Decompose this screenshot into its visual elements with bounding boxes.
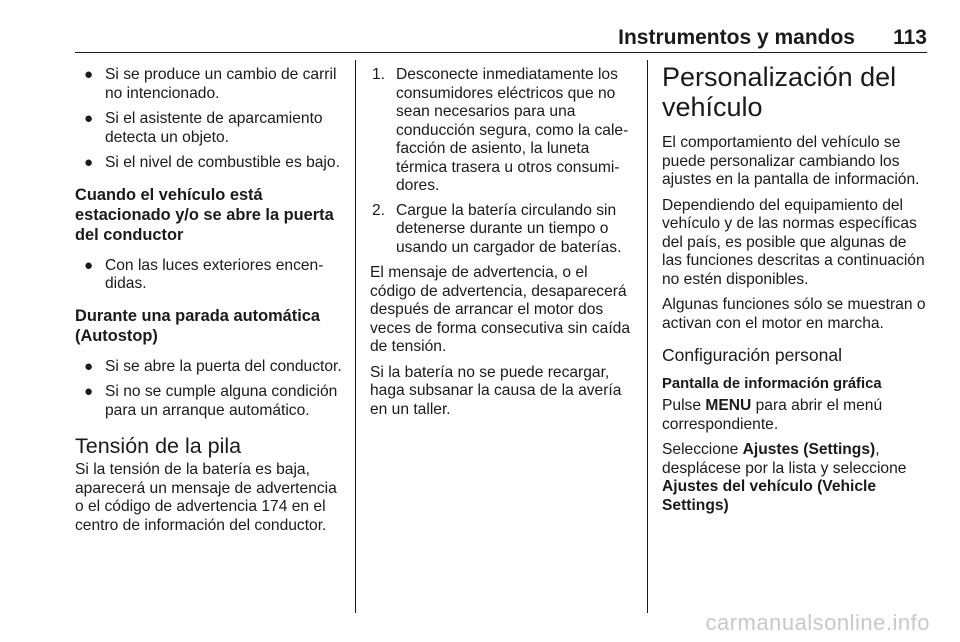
subheading-parked: Cuando el vehículo está estacionado y/o se abre la puerta del conductor [75,185,334,244]
bullet-list-parked [75,257,345,294]
settings-menu-label: Ajustes (Settings) [742,441,876,458]
paragraph-engine: Algunas funciones sólo se muestran o activan con el motor en marcha. [662,296,926,332]
column-3 [662,62,930,522]
bullet-list-warnings [75,66,345,173]
section-title-battery: Tensión de la pila [75,434,242,458]
column-2 [370,66,636,426]
bullet-icon: ● [84,66,94,83]
paragraph-press-menu: Pulse MENU para abrir el menú correspondiente. [662,397,883,433]
header-rule [75,52,927,53]
paragraph-intro: El comportamiento del vehículo se puede personalizar cambiando los ajustes en la pantalla de información. [662,134,920,188]
column-divider-1 [355,60,356,613]
section-title-personalization: Personalización del vehículo [662,62,897,122]
menu-key-label: MENU [705,397,752,414]
bullet-icon: ● [84,383,94,400]
list-item: ● Si el asistente de aparcamiento detecta un objeto. [84,110,323,146]
bullet-icon: ● [84,357,94,375]
subheading-autostop: Durante una parada automática (Autostop) [75,306,321,345]
paragraph-warning-clear: El mensaje de advertencia, o el código de advertencia, desaparecerá después de arrancar el motor dos veces de forma consecutiva sin caída de tensión. [370,264,631,355]
list-item: ● Si se produce un cambio de carril no intencionado. [84,66,337,102]
column-divider-2 [647,60,648,613]
page-header [75,24,927,54]
list-item: ● Si se abre la puerta del conductor. [84,357,342,375]
step-number: 1. [372,66,386,83]
bullet-list-autostop [75,358,345,421]
subsection-personal-config: Configuración personal [662,345,842,365]
paragraph-equipment: Dependiendo del equipamiento del vehículo y de las normas específicas del país, es posible que algunas de las funciones descritas a continuación no estén disponibles. [662,196,925,288]
minor-heading-graphic-display: Pantalla de información gráfica [662,376,882,392]
paragraph-workshop: Si la batería no se puede recargar, haga subsanar la causa de la avería en un taller. [370,363,622,418]
numbered-steps [370,66,636,257]
step-number: 2. [372,201,386,219]
list-item: ● Si el nivel de combustible es bajo. [84,154,340,171]
paragraph-battery: Si la tensión de la batería es baja, aparecerá un mensaje de advertencia o el código de advertencia 174 en el centro de información del conductor. [75,461,337,534]
bullet-icon: ● [84,154,94,171]
list-item: 1. Desconecte inmediatamente los consumidores eléctricos que no sean necesarios para una conducción segura, como la calefacción de asiento, la luneta térmica trasera u otros consumidores. [372,66,629,194]
paragraph-select-settings: Seleccione Ajustes (Settings), desplácese por la lista y seleccione Ajustes del vehículo (Vehicle Settings) [662,441,907,514]
watermark: carmanualsonline.info [705,610,930,635]
vehicle-settings-label: Ajustes del vehículo (Vehicle Settings) [662,478,877,514]
column-1 [75,66,345,542]
list-item: ● Si no se cumple alguna condición para un arranque automático. [84,383,338,419]
bullet-icon: ● [84,256,94,274]
bullet-icon: ● [84,110,94,127]
list-item: 2. Cargue la batería circulando sin detenerse durante un tiempo o usando un cargador de baterías. [372,201,622,256]
header-title: Instrumentos y mandos [618,26,855,49]
list-item: ● Con las luces exteriores encendidas. [84,256,324,292]
page-number: 113 [893,26,927,49]
